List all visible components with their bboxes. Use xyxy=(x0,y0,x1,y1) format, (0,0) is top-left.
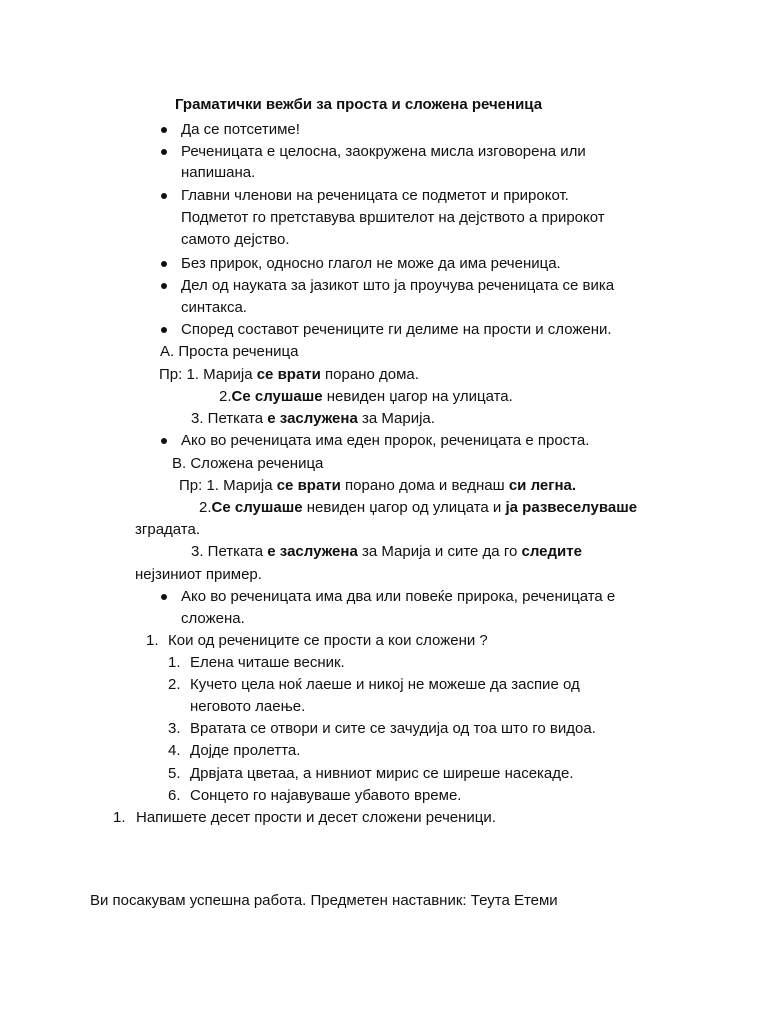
list-item: Вратата се отвори и сите се зачудија од тоа што го видоа. xyxy=(190,720,596,737)
section-b-rule: Ако во реченицата има два или повеќе прирока, реченицата е xyxy=(181,588,616,605)
list-item-number: 3. xyxy=(168,720,181,737)
bullet-marker xyxy=(161,149,167,155)
bullet-item: Реченицата е целосна, заокружена мисла изговорена или xyxy=(181,143,586,160)
task-1-number: 1. xyxy=(146,632,159,649)
list-item-number: 1. xyxy=(168,654,181,671)
bullet-marker xyxy=(161,438,167,444)
bullet-marker xyxy=(161,594,167,600)
footer-signature: Ви посакувам успешна работа. Предметен наставник: Теута Етеми xyxy=(90,892,558,909)
bullet-item: Според составот речениците ги делиме на прости и сложени. xyxy=(181,321,612,338)
bullet-item: Главни членови на реченицата се подметот и прирокот. xyxy=(181,187,569,204)
list-item: Елена читаше весник. xyxy=(190,654,345,671)
section-a-example-2: 2.Се слушаше невиден џагор на улицата. xyxy=(219,388,513,405)
task-2-text: Напишете десет прости и десет сложени реченици. xyxy=(136,809,496,826)
bullet-marker xyxy=(161,193,167,199)
list-item: Дрвјата цветаа, а нивниот мирис се ширеше насекаде. xyxy=(190,765,574,782)
page-title: Граматички вежби за проста и сложена реченица xyxy=(175,96,543,113)
bullet-item: Да се потсетиме! xyxy=(181,121,300,138)
bullet-marker xyxy=(161,283,167,289)
section-b-rule-cont: сложена. xyxy=(181,610,245,627)
list-item: Кучето цела ноќ лаеше и никој не можеше да заспие од xyxy=(190,676,580,693)
bullet-item-cont: Подметот го претставува вршителот на дејството а прирокот xyxy=(181,209,605,226)
list-item-number: 5. xyxy=(168,765,181,782)
section-b-heading: В. Сложена реченица xyxy=(172,455,324,472)
list-item-number: 2. xyxy=(168,676,181,693)
section-b-example-2: 2.Се слушаше невиден џагор од улицата и ја развеселуваше xyxy=(199,499,638,516)
section-a-example-3: 3. Петката е заслужена за Марија. xyxy=(191,410,435,427)
list-item: Дојде пролетта. xyxy=(190,742,301,759)
bullet-item-cont: напишана. xyxy=(181,164,256,181)
bullet-marker xyxy=(161,327,167,333)
bullet-item: Без прирок, односно глагол не може да има реченица. xyxy=(181,255,561,272)
section-a-example-1: Пр: 1. Марија се врати порано дома. xyxy=(159,366,419,383)
bullet-item: Дел од науката за јазикот што ја проучува реченицата се вика xyxy=(181,277,615,294)
section-b-example-3: 3. Петката е заслужена за Марија и сите да го следите xyxy=(191,543,582,560)
list-item-number: 4. xyxy=(168,742,181,759)
bullet-item-cont: синтакса. xyxy=(181,299,247,316)
task-1-text: Кои од речениците се прости а кои сложени ? xyxy=(168,632,488,649)
list-item-number: 6. xyxy=(168,787,181,804)
section-b-example-1: Пр: 1. Марија се врати порано дома и веднаш си легна. xyxy=(179,477,577,494)
section-a-heading: А. Проста реченица xyxy=(160,343,299,360)
list-item: Сонцето го најавуваше убавото време. xyxy=(190,787,462,804)
section-b-example-2-cont: зградата. xyxy=(135,521,201,538)
bullet-item-cont: самото дејство. xyxy=(181,231,290,248)
list-item-cont: неговото лаење. xyxy=(190,698,306,715)
section-b-example-3-cont: нејзиниот пример. xyxy=(135,566,262,583)
task-2-number: 1. xyxy=(113,809,126,826)
bullet-marker xyxy=(161,261,167,267)
section-a-rule: Ако во реченицата има еден пророк, реченицата е проста. xyxy=(181,432,590,449)
bullet-marker xyxy=(161,127,167,133)
